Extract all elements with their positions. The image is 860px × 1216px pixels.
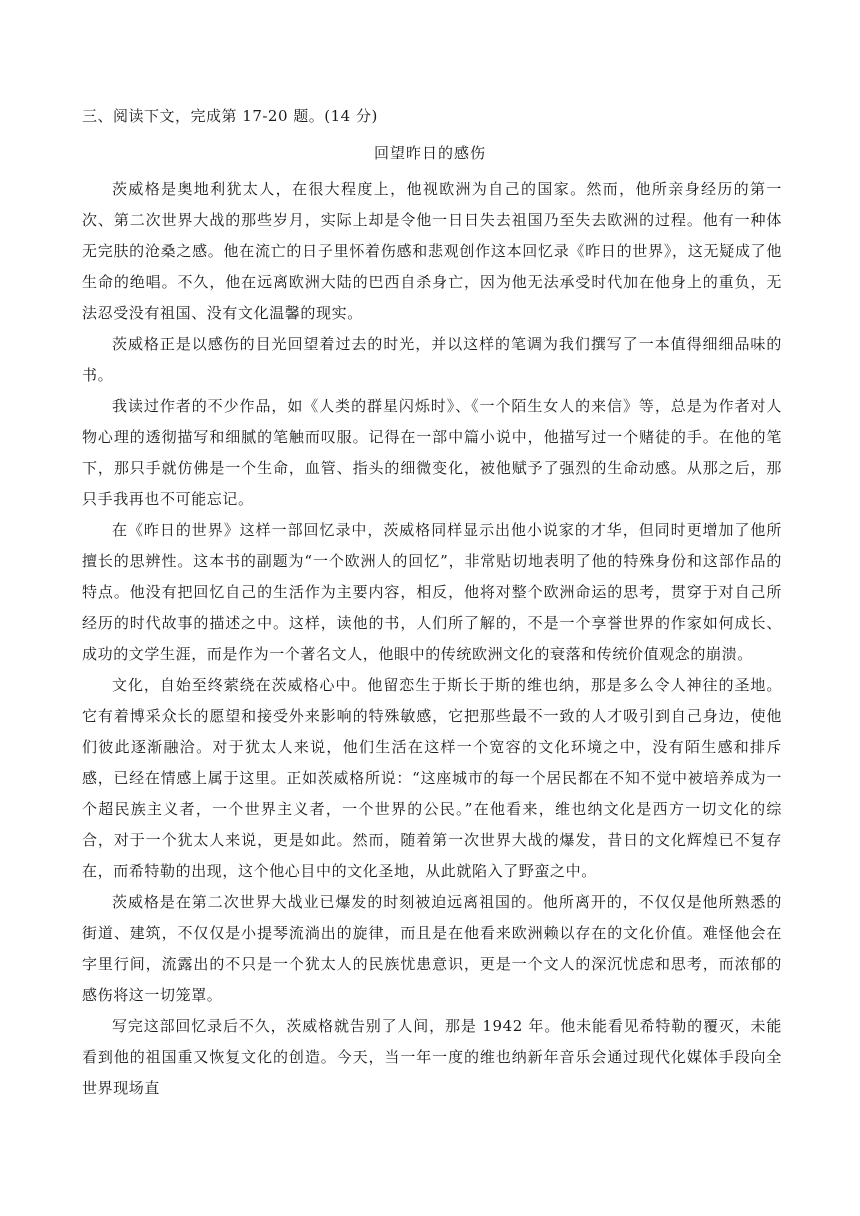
article-title: 回望昨日的感伤 (373, 144, 486, 162)
paragraph: 茨威格正是以感伤的目光回望着过去的时光，并以这样的笔调为我们撰写了一本值得细细品味的书。 (82, 335, 782, 384)
paragraph: 文化，自始至终萦绕在茨威格心中。他留恋生于斯长于斯的维也纳，那是多么令人神往的圣地。它有着博采众长的愿望和接受外来影响的特殊敏感，它把那些最不一致的人才吸引到自己身边，使他们彼此逐渐融洽。对于犹太人来说，他们生活在这样一个宽容的文化环境之中，没有陌生感和排斥感，已经在情感上属于这里。正如茨威格所说：“这座城市的每一个居民都在不知不觉中被培养成为一个超民族主义者，一个世界主义者，一个世界的公民。”在他看来，维也纳文化是西方一切文化的综合，对于一个犹太人来说，更是如此。然而，随着第一次世界大战的爆发，昔日的文化辉煌已不复存在，而希特勒的出现，这个他心目中的文化圣地，从此就陷入了野蛮之中。 (82, 676, 782, 880)
section-heading: 三、阅读下文，完成第 17-20 题。(14 分) (82, 107, 378, 125)
paragraph: 茨威格是奥地利犹太人，在很大程度上，他视欧洲为自己的国家。然而，他所亲身经历的第一次、第二次世界大战的那些岁月，实际上却是令他一日日失去祖国乃至失去欧洲的过程。他有一种体无完肤的沧桑之感。他在流亡的日子里怀着伤感和悲观创作这本回忆录《昨日的世界》，这无疑成了他生命的绝唱。不久，他在远离欧洲大陆的巴西自杀身亡，因为他无法承受时代加在他身上的重负，无法忍受没有祖国、没有文化温馨的现实。 (82, 180, 782, 322)
paragraph: 在《昨日的世界》这样一部回忆录中，茨威格同样显示出他小说家的才华，但同时更增加了他所擅长的思辨性。这本书的副题为“一个欧洲人的回忆”，非常贴切地表明了他的特殊身份和这部作品的特点。他没有把回忆自己的生活作为主要内容，相反，他将对整个欧洲命运的思考，贯穿于对自己所经历的时代故事的描述之中。这样，读他的书，人们所了解的，不是一个享誉世界的作家如何成长、成功的文学生涯，而是作为一个著名文人，他眼中的传统欧洲文化的衰落和传统价值观念的崩溃。 (82, 521, 782, 663)
article-body (82, 174, 782, 1104)
paragraph: 写完这部回忆录后不久，茨威格就告别了人间，那是 1942 年。他未能看见希特勒的覆灭，未能看到他的祖国重又恢复文化的创造。今天，当一年一度的维也纳新年音乐会通过现代化媒体手段向全世界现场直 (82, 1017, 782, 1097)
paragraph: 我读过作者的不少作品，如《人类的群星闪烁时》、《一个陌生女人的来信》等，总是为作者对人物心理的透彻描写和细腻的笔触而叹服。记得在一部中篇小说中，他描写过一个赌徒的手。在他的笔下，那只手就仿佛是一个生命，血管、指头的细微变化，被他赋予了强烈的生命动感。从那之后，那只手我再也不可能忘记。 (82, 397, 782, 508)
paragraph: 茨威格是在第二次世界大战业已爆发的时刻被迫远离祖国的。他所离开的，不仅仅是他所熟悉的街道、建筑，不仅仅是小提琴流淌出的旋律，而且是在他看来欧洲赖以存在的文化价值。难怪他会在字里行间，流露出的不只是一个犹太人的民族忧患意识，更是一个文人的深沉忧虑和思考，而浓郁的感伤将这一切笼罩。 (82, 893, 782, 1004)
